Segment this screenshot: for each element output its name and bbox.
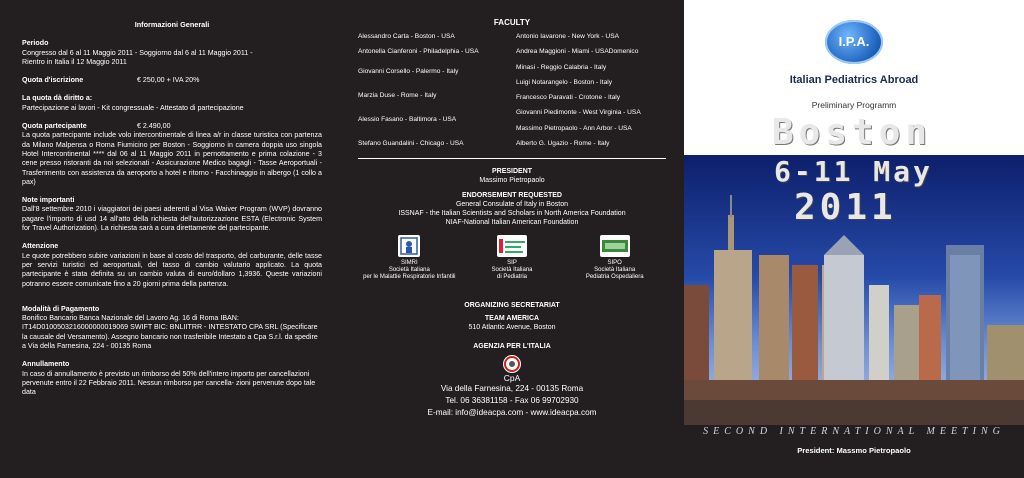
faculty-panel: [340, 0, 684, 478]
quota-partecipante-text: La quota partecipante include volo intercontinentale di linea a/r in classe turistica con partenza da Milano Malpensa o Roma Fiumicino per Boston - Soggiorno in camera doppia uso singola Hotel Intercontinental **** dal 06 al 11 Maggio 2011 in pernottamento e prima colazione - 3 cene presso ristoranti da noi selezionati - Assicurazione Medico bagagli - Tasse Aeroportuali - Trasferimento con assistenza da aeroporto a hotel e ritorno - Facchinaggio in albergo (1 collo a pax): [22, 131, 322, 186]
simri-logo-icon: [398, 235, 420, 257]
annullamento-text: In caso di annullamento è previsto un rimborso del 50% dell'intero importo per cancellazioni pervenute entro il 22 Febbraio 2011. Nessun rimborso per cancella- zioni pervenute dopo tale data: [22, 369, 316, 397]
president-block: [358, 167, 666, 185]
simri-logo: [358, 235, 461, 281]
faculty-column-2: [516, 33, 666, 156]
cover-panel: [684, 0, 1024, 478]
faculty-member: Giovanni Corsello - Palermo - Italy: [358, 68, 459, 76]
agency-block: [358, 342, 666, 383]
sip-logo: [461, 235, 564, 281]
general-info-panel: [0, 0, 340, 478]
quota-diritto-section: [22, 94, 322, 113]
quota-iscrizione-value: € 250,00 + IVA 20%: [137, 76, 200, 85]
note-label: Note importanti: [22, 196, 75, 205]
secretariat-address: 510 Atlantic Avenue, Boston: [468, 323, 556, 331]
endorsement-label: ENDORSEMENT REQUESTED: [462, 191, 562, 199]
faculty-member: Antonella Cianferoni - Philadelphia - USA: [358, 48, 479, 56]
sip-name: SIP: [507, 259, 517, 266]
simri-name: SIMRI: [401, 259, 418, 266]
cpa-logo-icon: [503, 355, 521, 373]
event-year: 2011: [794, 187, 897, 228]
faculty-member: Alessandro Carta - Boston - USA: [358, 33, 455, 40]
faculty-title: FACULTY: [493, 18, 531, 27]
endorsement-block: [358, 191, 666, 227]
faculty-member: Alberto G. Ugazio - Rome - Italy: [516, 140, 610, 148]
pagamento-text: Bonifico Bancario Banca Nazionale del Lavoro Ag. 16 di Roma IBAN: IT14D0100503216000000019069 SWIFT BIC: BNLIITRR - INTESTATO CPA SRL (Specificare la causale del Versamento). Assegno bancario non trasferibile Intestato a Cpa S.r.l. da spedire a Via della Farnesina, 224 - 00135 Roma: [22, 314, 318, 351]
faculty-member: Andrea Maggioni - Miami - USADomenico: [516, 48, 639, 56]
sipo-logo: [563, 235, 666, 281]
endorsement-line: ISSNAF - the Italian Scientists and Scholars in North America Foundation: [398, 209, 626, 217]
faculty-member: Stefano Guandalini - Chicago - USA: [358, 140, 464, 148]
event-dates: 6-11 May: [774, 155, 933, 188]
pagamento-section: [22, 305, 322, 351]
pagamento-label: Modalità di Pagamento: [22, 304, 100, 313]
secretariat-label: ORGANIZING SECRETARIAT: [464, 301, 560, 309]
quota-diritto-label: La quota dà diritto a:: [22, 94, 93, 103]
annullamento-label: Annullamento: [22, 360, 70, 369]
simri-desc: Società Italiana: [388, 266, 430, 273]
faculty-list: [358, 33, 666, 156]
general-info-title: Informazioni Generali: [134, 20, 210, 29]
meeting-title: SECOND INTERNATIONAL MEETING: [703, 426, 1005, 437]
faculty-member: Luigi Notarangelo - Boston - Italy: [516, 78, 613, 86]
periodo-line-2: Rientro in Italia il 12 Maggio 2011: [22, 57, 127, 66]
faculty-member: Massimo Pietropaolo - Ann Arbor - USA: [516, 124, 632, 132]
sipo-logo-icon: [600, 235, 630, 257]
divider: [358, 158, 666, 159]
faculty-member: Marzia Duse - Rome - Italy: [358, 92, 437, 100]
secretariat-block: [358, 301, 666, 332]
periodo-line-1: Congresso dal 6 al 11 Maggio 2011 - Soggiorno dal 6 al 11 Maggio 2011 -: [22, 48, 253, 57]
periodo-label: Periodo: [22, 39, 49, 48]
faculty-member: Alessio Fasano - Baltimora - USA: [358, 116, 457, 124]
endorsement-line: General Consulate of Italy in Boston: [455, 200, 569, 208]
president-label: PRESIDENT: [491, 167, 533, 175]
quota-partecipante-value: € 2.490,00: [137, 122, 171, 131]
program-subtitle: Preliminary Programm: [811, 100, 897, 110]
cover-president: President: Massmo Pietropaolo: [797, 446, 911, 455]
quota-partecipante-section: [22, 122, 322, 187]
attenzione-label: Attenzione: [22, 242, 59, 251]
agency-email-web: E-mail: info@ideacpa.com - www.ideacpa.com: [427, 407, 597, 417]
agency-phone: Tel. 06 36381158 - Fax 06 99702930: [445, 395, 579, 405]
faculty-column-1: [358, 33, 508, 156]
quota-iscrizione-label: Quota d'iscrizione: [22, 76, 84, 85]
society-logos: [358, 235, 666, 281]
president-name: Massimo Pietropaolo: [479, 176, 545, 184]
faculty-member: Minasi - Reggio Calabria - Italy: [516, 63, 607, 71]
agency-contacts: [358, 383, 666, 419]
note-section: [22, 196, 322, 233]
organization-name: Italian Pediatrics Abroad: [789, 74, 919, 86]
secretariat-name: TEAM AMERICA: [484, 314, 540, 322]
boston-skyline-image: [684, 155, 1024, 425]
sip-logo-icon: [497, 235, 527, 257]
faculty-member: Antonio Iavarone - New York - USA: [516, 33, 619, 40]
sip-desc: di Pediatria: [496, 273, 528, 280]
sipo-name: SIPO: [607, 259, 622, 266]
endorsement-line: NIAF-National Italian American Foundation: [445, 218, 579, 226]
quota-diritto-text: Partecipazione ai lavori - Kit congressuale - Attestato di partecipazione: [22, 103, 244, 112]
quota-partecipante-label: Quota partecipante: [22, 122, 87, 131]
attenzione-section: [22, 242, 322, 288]
annullamento-section: [22, 360, 322, 397]
agency-label: AGENZIA PER L'ITALIA: [473, 342, 551, 350]
sipo-desc: Pediatria Ospedaliera: [585, 273, 644, 280]
faculty-member: Giovanni Piedimonte - West Virginia - USA: [516, 109, 641, 117]
faculty-member: Francesco Paravati - Crotone - Italy: [516, 94, 621, 102]
ipa-logo: I.P.A.: [825, 20, 883, 64]
simri-desc: per le Malattie Respiratorie Infantili: [363, 273, 456, 280]
attenzione-text: Le quote potrebbero subire variazioni in base al costo del trasporto, del carburante, delle tasse per servizi turistici ed aeroportuali, del tasso di cambio valutario applicato. La quota partecipante è stata definita su un cambio valuta di euro/dollaro 1,3936. Queste variazioni potranno essere comunicate fino a 20 giorni prima della partenza.: [22, 251, 322, 288]
city-title: Boston: [772, 112, 933, 153]
agency-address: Via della Farnesina, 224 - 00135 Roma: [440, 383, 584, 393]
periodo-section: [22, 39, 322, 67]
quota-iscrizione-section: [22, 76, 322, 85]
sipo-desc: Società Italiana: [594, 266, 636, 273]
note-text: Dall'8 settembre 2010 i viaggiatori dei paesi aderenti al Visa Waiver Program (WVP) dovranno pagare l'importo di usd 14 all'atto della richiesta dell'autorizzazione ESTA (Electronic System for Travel Authorization). La richiesta sarà a cura direttamente del partecipante.: [22, 205, 322, 233]
sip-desc: Società Italiana: [491, 266, 533, 273]
agency-name: CpA: [503, 372, 521, 383]
